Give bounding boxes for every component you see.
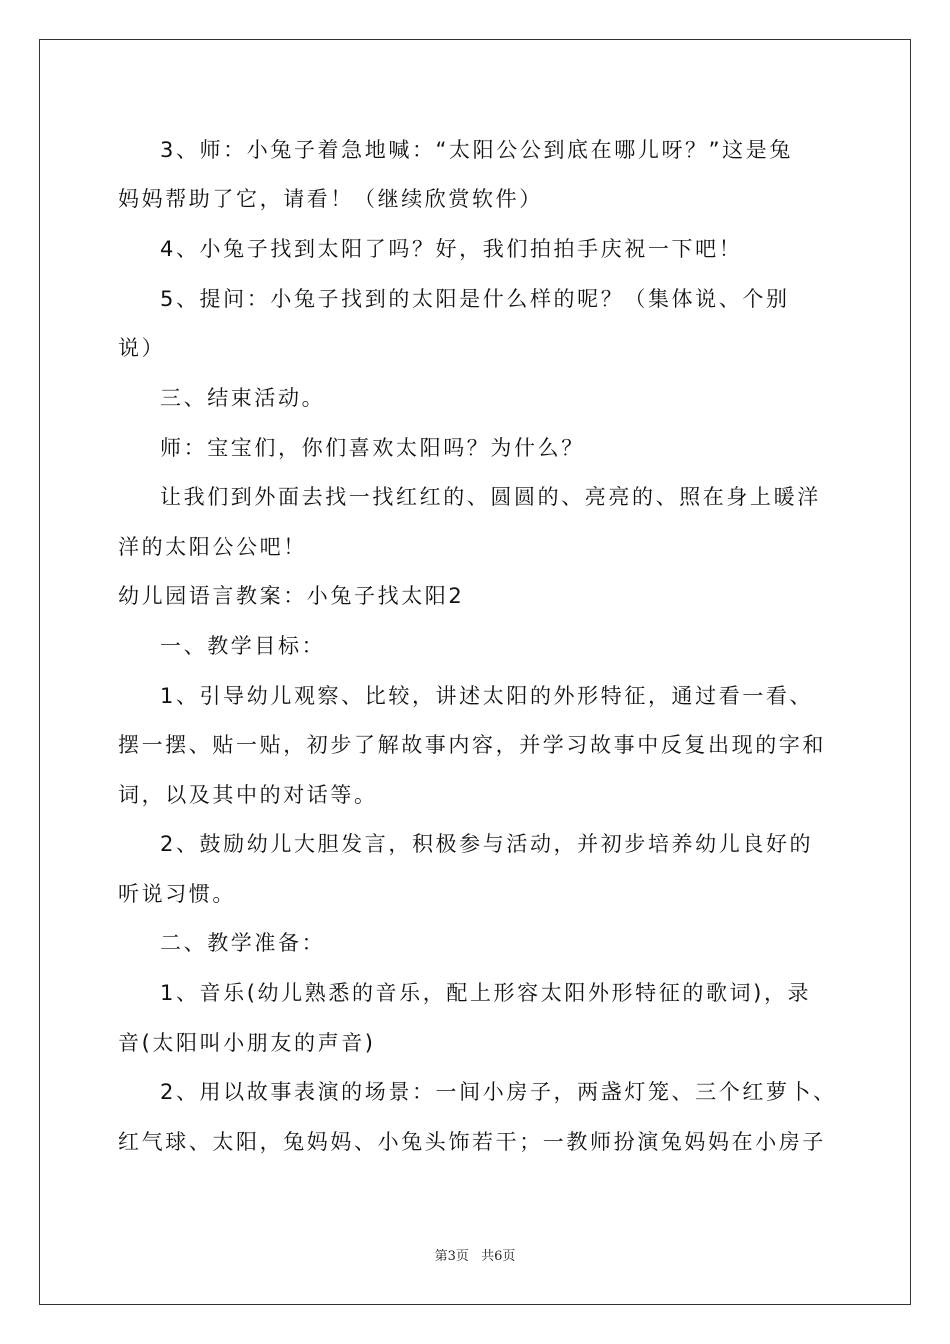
text-line: 3、师：小兔子着急地喊：“太阳公公到底在哪儿呀？”这是兔: [160, 138, 793, 162]
text-line: 4、小兔子找到太阳了吗？好，我们拍拍手庆祝一下吧！: [160, 237, 743, 261]
page-border: [39, 39, 911, 1305]
text-line: 红气球、太阳，兔妈妈、小兔头饰若干；一教师扮演兔妈妈在小房子: [118, 1130, 826, 1154]
text-line: 5、提问：小兔子找到的太阳是什么样的呢？（集体说、个别: [160, 287, 790, 311]
text-line: 听说习惯。: [118, 882, 236, 906]
page-footer: [0, 1248, 950, 1266]
text-line: 词，以及其中的对话等。: [118, 783, 378, 807]
text-line: 2、用以故事表演的场景：一间小房子，两盏灯笼、三个红萝卜、: [160, 1080, 837, 1104]
text-line: 摆一摆、贴一贴，初步了解故事内容，并学习故事中反复出现的字和: [118, 733, 826, 757]
text-line: 一、教学目标：: [160, 634, 326, 658]
text-line: 说）: [118, 336, 166, 360]
text-line: 洋的太阳公公吧！: [118, 535, 307, 559]
section-heading: 幼儿园语言教案：小兔子找太阳2: [118, 584, 465, 608]
text-line: 三、结束活动。: [160, 386, 326, 410]
text-line: 师：宝宝们，你们喜欢太阳吗？为什么？: [160, 436, 585, 460]
text-line: 妈妈帮助了它，请看！（继续欣赏软件）: [118, 187, 543, 211]
text-line: 让我们到外面去找一找红红的、圆圆的、亮亮的、照在身上暖洋: [160, 485, 821, 509]
text-line: 音(太阳叫小朋友的声音): [118, 1031, 376, 1055]
text-line: 二、教学准备：: [160, 931, 326, 955]
page-total: 共6页: [481, 1249, 516, 1264]
text-line: 1、音乐(幼儿熟悉的音乐，配上形容太阳外形特征的歌词)，录: [160, 981, 812, 1005]
text-line: 2、鼓励幼儿大胆发言，积极参与活动，并初步培养幼儿良好的: [160, 832, 814, 856]
page-number: 第3页: [434, 1249, 469, 1264]
text-line: 1、引导幼儿观察、比较，讲述太阳的外形特征，通过看一看、: [160, 684, 814, 708]
